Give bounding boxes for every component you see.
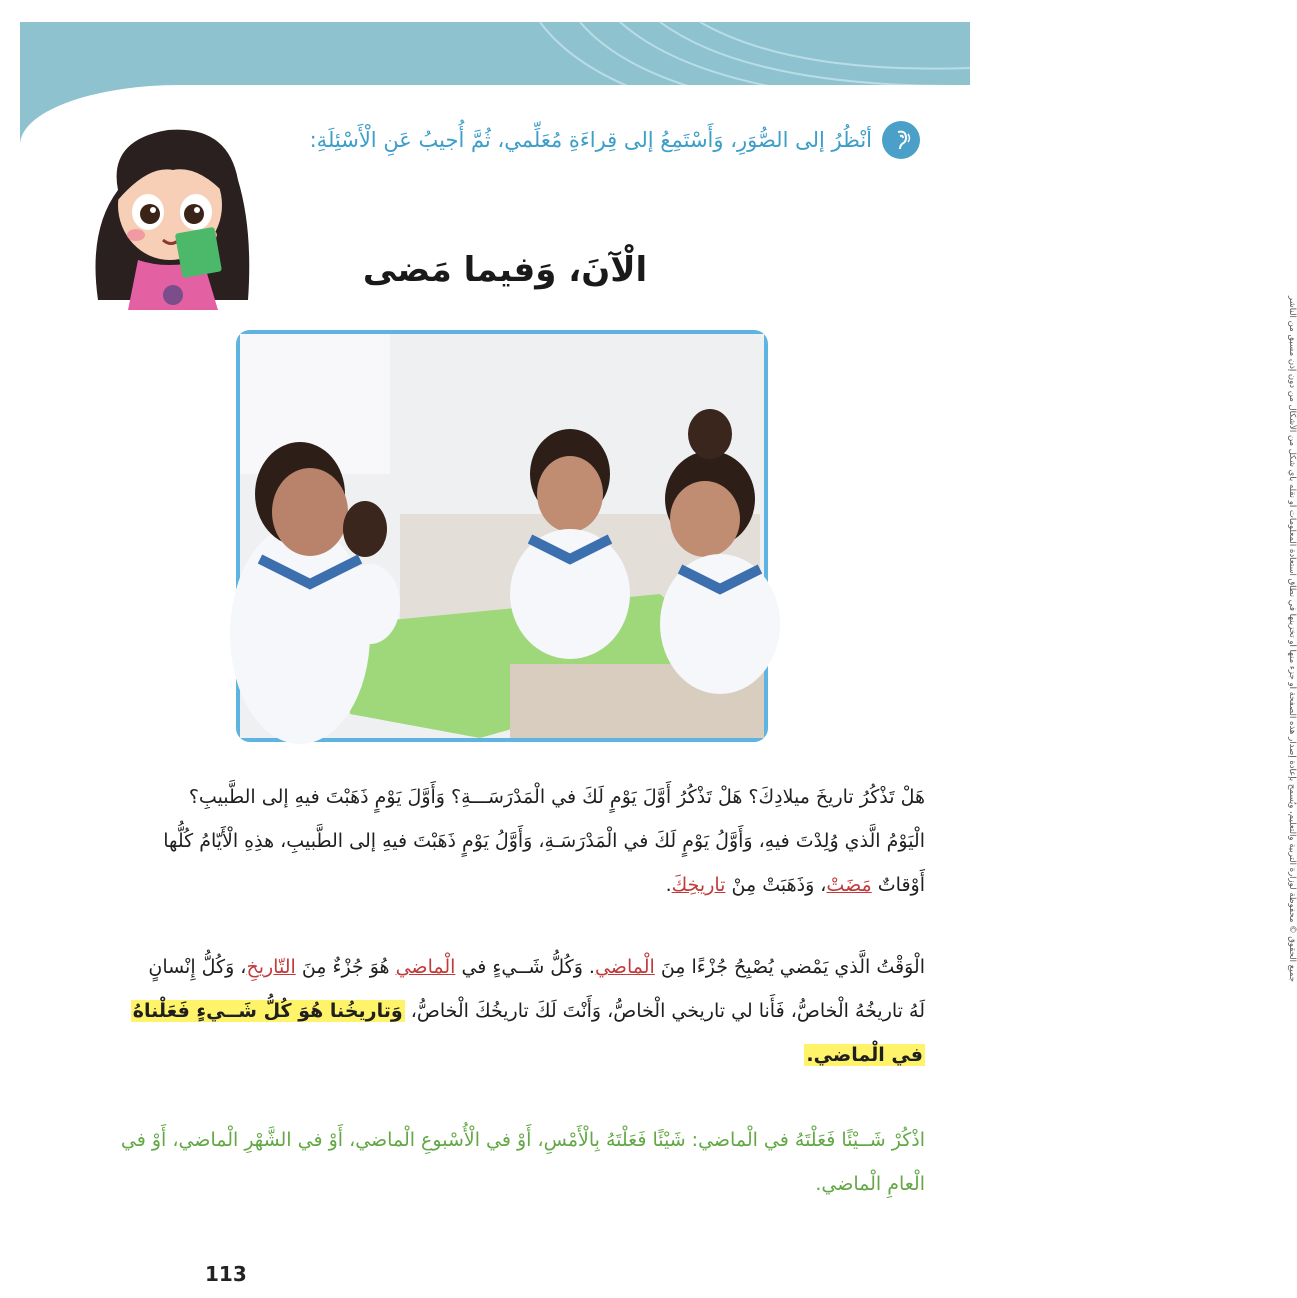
activity-prompt: اذْكُرْ شَــيْئًا فَعَلْتَهُ في الْماضي: شَيْئًا فَعَلْتَهُ بِالْأَمْسِ، أَوْ في الْأُسْبوعِ الْماضي، أَوْ في الشَّهْرِ الْماضي، أَوْ في الْعامِ الْماضي. <box>120 1129 925 1195</box>
text-segment: . <box>665 874 672 896</box>
classroom-photo-scene <box>240 334 764 738</box>
paragraph-1-line-2: الْيَوْمُ الَّذي وُلِدْتَ فيهِ، وَأَوَّلُ يَوْمٍ لَكَ في الْمَدْرَسَـةِ، وَأَوَّلُ يَوْمٍ ذَهَبْتَ فيهِ إلى الطَّبيبِ، هذِهِ الْأَيّامُ كُلُّها <box>163 830 925 852</box>
text-segment: هُوَ جُزْءٌ مِنَ <box>301 956 390 978</box>
text-segment: ، وَذَهَبَتْ مِنْ <box>731 874 827 896</box>
instruction-row <box>300 120 920 160</box>
page-number: 113 <box>205 1262 247 1286</box>
keyword-passed: مَضَتْ <box>826 874 872 896</box>
highlighted-definition: وَتاريخُنا هُوَ كُلُّ شَــيءٍ فَعَلْناهُ <box>132 1000 403 1022</box>
girl-reading-illustration <box>78 110 263 310</box>
page-footer <box>20 1210 970 1280</box>
keyword-past: الْماضي <box>594 956 655 978</box>
text-segment: أَوْقاتٌ <box>877 874 925 896</box>
ear-listen-icon <box>882 121 920 159</box>
paragraph-1-line-1: هَلْ تَذْكُرُ تاريخَ ميلادِكَ؟ هَلْ تَذْكُرُ أَوَّلَ يَوْمٍ لَكَ في الْمَدْرَسَـــةِ؟ وَأَوَّلَ يَوْمٍ ذَهَبْتَ فيهِ إلى الطَّبيبِ؟ <box>188 786 925 808</box>
text-segment: . وَكُلُّ شَــيءٍ في <box>461 956 595 978</box>
paragraph-2 <box>95 945 925 1077</box>
keyword-your-history: تاريخِكَ <box>671 874 726 896</box>
text-segment: الْوَقْتُ الَّذي يَمْضي يُصْبِحُ جُزْءًا مِنَ <box>660 956 925 978</box>
keyword-past: الْماضي <box>395 956 456 978</box>
paragraph-2-line-2 <box>95 989 925 1033</box>
lesson-title: الْآنَ، وَفيما مَضى <box>362 250 648 290</box>
paragraph-1 <box>95 775 925 907</box>
text-segment: لَهُ تاريخُهُ الْخاصُّ، فَأَنا لي تاريخي الْخاصُّ، وَأَنْتَ لَكَ تاريخُكَ الْخاصُّ، <box>410 1000 925 1022</box>
instruction-text: أنْظُرُ إلى الصُّوَرِ، وَأَسْتَمِعُ إلى قِراءَةِ مُعَلِّمي، ثُمَّ أُجيبُ عَنِ الْأَسْئِلَةِ: <box>309 128 872 152</box>
copyright-notice: جميع الحقوق © محفوظة لوزارة التربية والتعليم، ويُسمح بإعادة إصدار هذه الصفحة أو جزء منها أو تخزينها في نطاق استعادة المعلومات أو نقله بأي شكل من الأشكال من دون إذن مسبق من الناشر <box>1287 296 1297 982</box>
keyword-history: التّاريخِ <box>246 956 296 978</box>
highlighted-definition: في الْماضي. <box>806 1044 923 1066</box>
paragraph-1-line-3 <box>95 863 925 907</box>
paragraph-2-line-3 <box>95 1033 925 1077</box>
paragraph-2-line-1 <box>95 945 925 989</box>
text-segment: ، وَكُلُّ إِنْسانٍ <box>148 956 247 978</box>
classroom-photo <box>236 330 768 742</box>
